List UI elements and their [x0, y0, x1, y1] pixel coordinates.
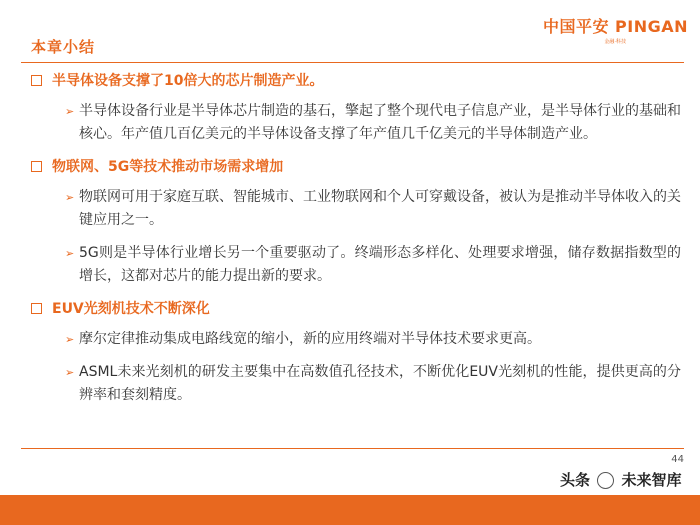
- footer-divider: [21, 448, 684, 449]
- section-heading: [31, 70, 681, 90]
- section-2: [31, 156, 681, 288]
- list-item: [65, 100, 681, 146]
- square-bullet-icon: [31, 75, 42, 86]
- section-heading: [31, 298, 681, 318]
- arrow-bullet-icon: ➢: [65, 247, 75, 260]
- square-bullet-icon: [31, 161, 42, 172]
- list-item-text: 5G则是半导体行业增长另一个重要驱动了。终端形态多样化、处理要求增强，储存数据指数型的增长，这都对芯片的能力提出新的要求。: [79, 245, 681, 284]
- list-item: [65, 242, 681, 288]
- header-divider: [21, 62, 684, 63]
- watermark-left: 头条: [560, 471, 591, 489]
- page-title: 本章小结: [31, 38, 96, 56]
- arrow-bullet-icon: ➢: [65, 191, 75, 204]
- pingan-logo: [543, 14, 688, 45]
- arrow-bullet-icon: ➢: [65, 333, 75, 346]
- watermark-right: 未来智库: [621, 471, 682, 489]
- arrow-bullet-icon: ➢: [65, 105, 75, 118]
- logo-cn: 中国平安: [543, 17, 610, 36]
- section-1: [31, 70, 681, 146]
- list-item-text: ASML未来光刻机的研发主要集中在高数值孔径技术，不断优化EUV光刻机的性能，提供更高的分辨率和套刻精度。: [79, 364, 681, 403]
- square-bullet-icon: [31, 303, 42, 314]
- list-item: [65, 328, 681, 351]
- logo-tagline: 金融·科技: [604, 39, 626, 45]
- logo-en: PINGAN: [615, 17, 688, 36]
- arrow-bullet-icon: ➢: [65, 366, 75, 379]
- section-heading-text: 半导体设备支撑了10倍大的芯片制造产业。: [52, 73, 324, 89]
- section-3: [31, 298, 681, 407]
- list-item: [65, 361, 681, 407]
- page-number: 44: [671, 454, 684, 465]
- slide-content: [31, 70, 681, 417]
- list-item: [65, 186, 681, 232]
- list-item-text: 摩尔定律推动集成电路线宽的缩小，新的应用终端对半导体技术要求更高。: [79, 331, 541, 347]
- section-heading-text: 物联网、5G等技术推动市场需求增加: [52, 159, 284, 175]
- at-icon: [597, 472, 614, 489]
- section-heading: [31, 156, 681, 176]
- footer-band: [0, 495, 700, 525]
- section-heading-text: EUV光刻机技术不断深化: [52, 301, 210, 317]
- watermark: [558, 469, 684, 490]
- list-item-text: 物联网可用于家庭互联、智能城市、工业物联网和个人可穿戴设备，被认为是推动半导体收入的关键应用之一。: [79, 189, 681, 228]
- list-item-text: 半导体设备行业是半导体芯片制造的基石，擎起了整个现代电子信息产业，是半导体行业的基础和核心。年产值几百亿美元的半导体设备支撑了年产值几千亿美元的半导体制造产业。: [79, 103, 681, 142]
